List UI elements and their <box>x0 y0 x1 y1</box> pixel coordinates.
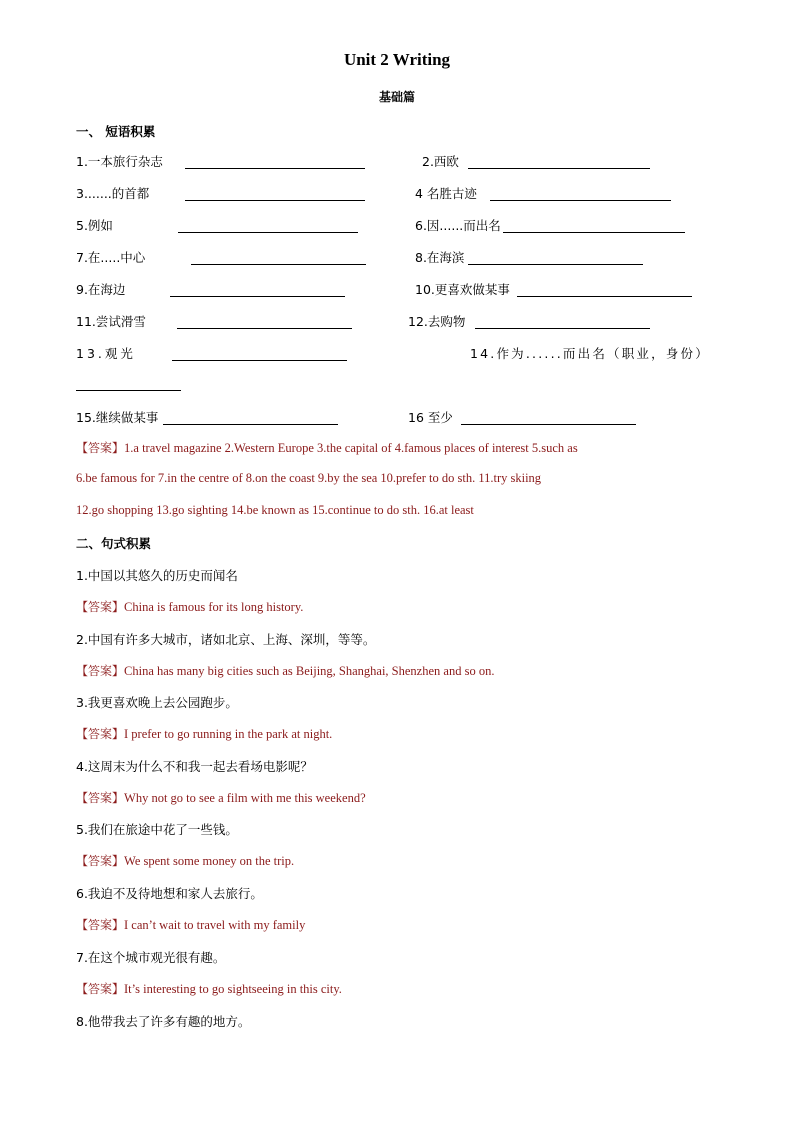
phrase-row <box>0 374 794 396</box>
phrase-row <box>0 312 794 334</box>
answer-blank[interactable] <box>172 360 347 361</box>
answer-blank[interactable] <box>178 232 358 233</box>
answer-text: It’s interesting to go sightseeing in this city. <box>124 982 342 996</box>
phrase-item: 10.更喜欢做某事 <box>415 282 510 297</box>
answer-blank[interactable] <box>475 328 650 329</box>
phrase-item: 5.例如 <box>76 218 113 233</box>
phrase-item: 12.去购物 <box>408 314 466 329</box>
phrase-item: 7.在.....中心 <box>76 250 146 265</box>
answer-text: Why not go to see a film with me this weekend? <box>124 791 366 805</box>
answer-tag: 【答案】 <box>76 918 125 932</box>
answer-text: I can’t wait to travel with my family <box>124 918 306 932</box>
phrase-item: 14.作为......而出名（职业，身份） <box>470 346 710 361</box>
answer-text: I prefer to go running in the park at night. <box>124 727 333 741</box>
sentence-question: 5.我们在旅途中花了一些钱。 <box>76 822 238 837</box>
section-heading-sentences: 二、句式积累 <box>76 536 152 551</box>
phrase-row <box>0 280 794 302</box>
answer-tag: 【答案】 <box>76 664 125 678</box>
phrase-item: 15.继续做某事 <box>76 410 159 425</box>
phrase-row <box>0 152 794 174</box>
answer-tag: 【答案】 <box>76 441 125 455</box>
phrase-row <box>0 184 794 206</box>
answer-line <box>76 439 578 456</box>
answer-blank[interactable] <box>163 424 338 425</box>
answer-blank[interactable] <box>490 200 671 201</box>
answer-line <box>76 916 305 933</box>
answer-blank[interactable] <box>191 264 366 265</box>
phrase-row <box>0 344 794 366</box>
sentence-question: 8.他带我去了许多有趣的地方。 <box>76 1014 251 1029</box>
phrase-item: 1.一本旅行杂志 <box>76 154 163 169</box>
answer-blank[interactable] <box>185 200 365 201</box>
phrase-row <box>0 408 794 430</box>
answer-line <box>76 980 342 997</box>
answer-line <box>76 662 494 679</box>
answer-blank[interactable] <box>468 168 650 169</box>
answer-line <box>76 598 303 615</box>
answer-blank[interactable] <box>468 264 643 265</box>
sentence-question: 7.在这个城市观光很有趣。 <box>76 950 226 965</box>
phrase-item: 6.因......而出名 <box>415 218 501 233</box>
sentence-question: 2.中国有许多大城市，诸如北京、上海、深圳，等等。 <box>76 632 376 647</box>
phrase-row <box>0 248 794 270</box>
phrase-item: 11.尝试滑雪 <box>76 314 146 329</box>
answer-text: China has many big cities such as Beijing, Shanghai, Shenzhen and so on. <box>124 664 495 678</box>
answer-text: 1.a travel magazine 2.Western Europe 3.the capital of 4.famous places of interest 5.such as <box>124 441 578 455</box>
sentence-question: 6.我迫不及待地想和家人去旅行。 <box>76 886 263 901</box>
answer-blank[interactable] <box>185 168 365 169</box>
phrase-item: 2.西欧 <box>422 154 459 169</box>
sentence-question: 1.中国以其悠久的历史而闻名 <box>76 568 238 583</box>
phrase-item: 4 名胜古迹 <box>415 186 477 201</box>
sentence-question: 4.这周末为什么不和我一起去看场电影呢？ <box>76 759 313 774</box>
answer-line: 6.be famous for 7.in the centre of 8.on the coast 9.by the sea 10.prefer to do sth. 11.try skiing <box>76 471 542 485</box>
sentence-question: 3.我更喜欢晚上去公园跑步。 <box>76 695 238 710</box>
answer-blank[interactable] <box>170 296 345 297</box>
phrase-item: 9.在海边 <box>76 282 126 297</box>
answer-tag: 【答案】 <box>76 854 125 868</box>
phrase-item: 16 至少 <box>408 410 453 425</box>
answer-text: We spent some money on the trip. <box>124 854 295 868</box>
answer-blank[interactable] <box>503 232 685 233</box>
answer-tag: 【答案】 <box>76 982 125 996</box>
answer-tag: 【答案】 <box>76 600 125 614</box>
answer-text: China is famous for its long history. <box>124 600 304 614</box>
answer-line: 12.go shopping 13.go sighting 14.be known as 15.continue to do sth. 16.at least <box>76 503 474 517</box>
phrase-item: 3.......的首都 <box>76 186 150 201</box>
answer-blank[interactable] <box>461 424 636 425</box>
page-title: Unit 2 Writing <box>343 50 451 69</box>
answer-line <box>76 725 332 742</box>
answer-line <box>76 789 366 806</box>
answer-blank[interactable] <box>517 296 692 297</box>
phrase-item: 8.在海滨 <box>415 250 465 265</box>
answer-blank[interactable] <box>76 390 181 391</box>
answer-tag: 【答案】 <box>76 791 125 805</box>
answer-tag: 【答案】 <box>76 727 125 741</box>
answer-line <box>76 852 294 869</box>
page-subtitle: 基础篇 <box>378 90 415 104</box>
phrase-row <box>0 216 794 238</box>
section-heading-phrases: 一、 短语积累 <box>76 124 156 139</box>
answer-blank[interactable] <box>177 328 352 329</box>
phrase-item: 13.观光 <box>76 346 136 361</box>
